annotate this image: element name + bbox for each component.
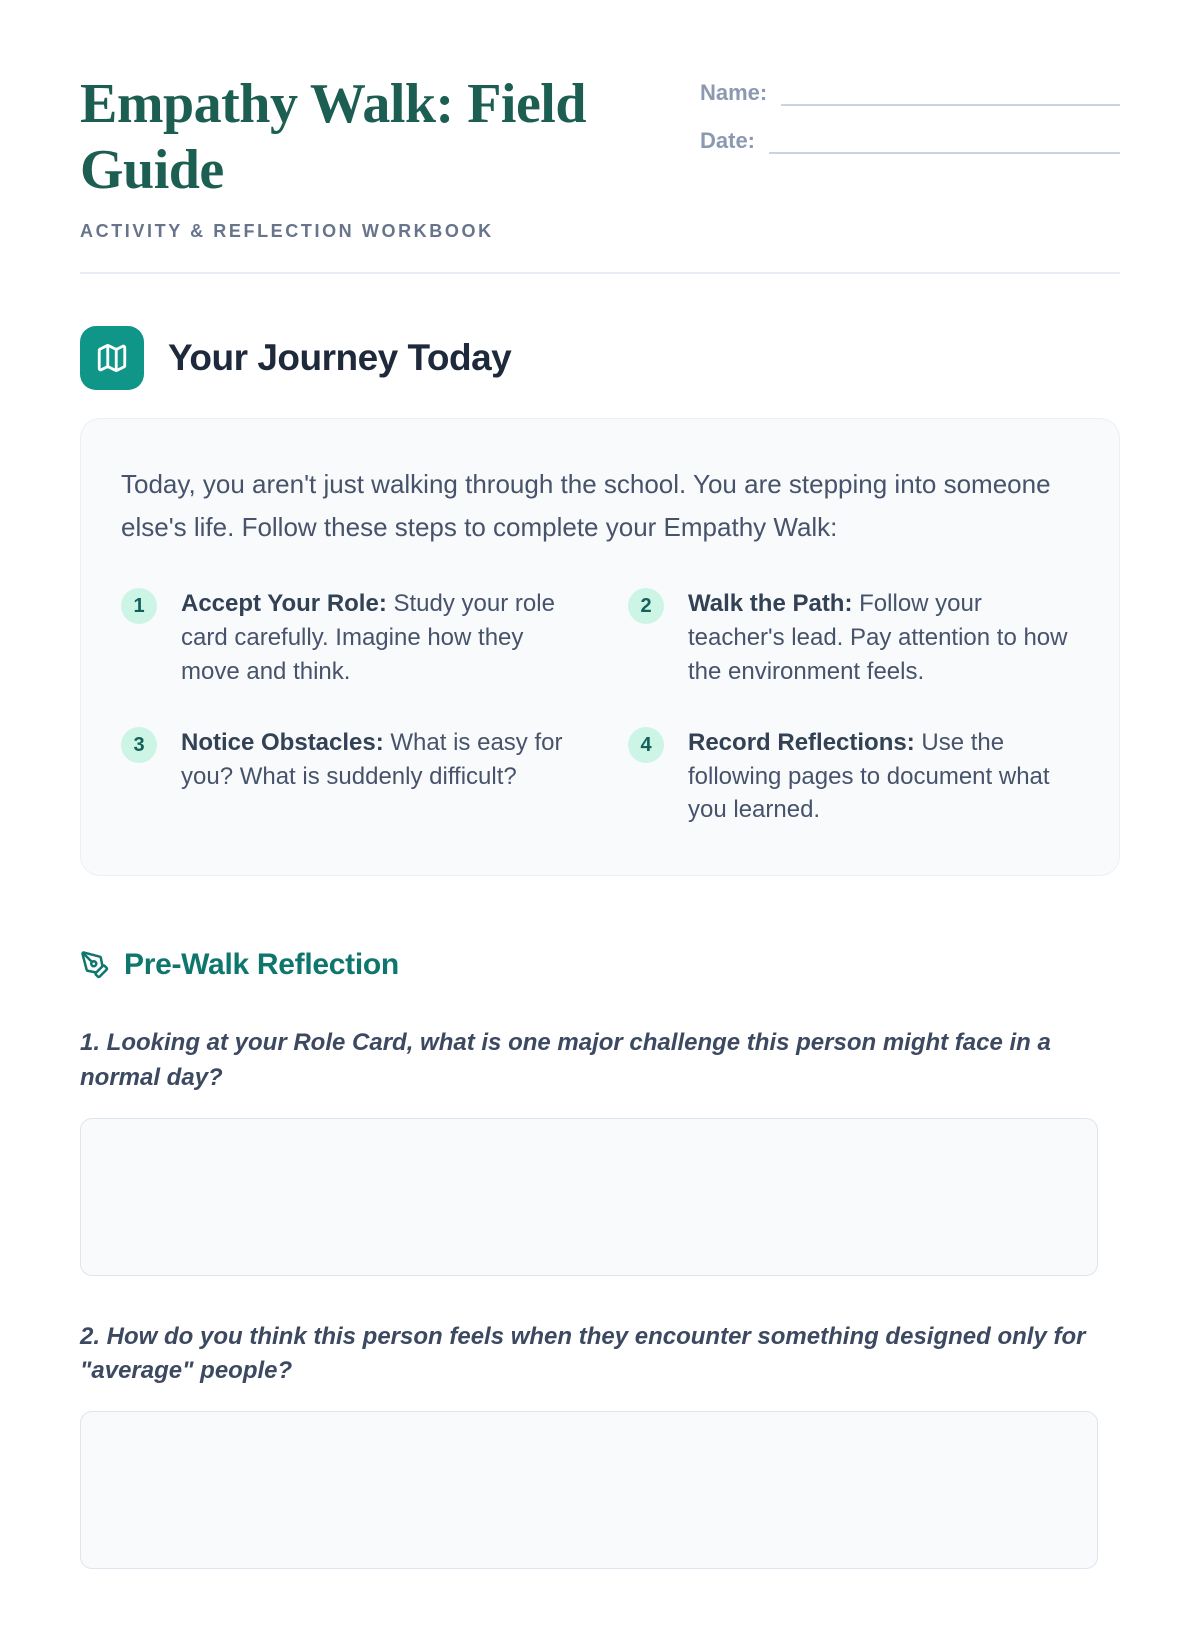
- step-1-number-badge: 1: [121, 588, 157, 624]
- step-2-text: [688, 587, 1079, 688]
- question-block-1: [80, 1026, 1120, 1276]
- journey-section: [80, 326, 1120, 876]
- journey-instructions-panel: [80, 418, 1120, 876]
- step-item-4: [628, 726, 1079, 827]
- step-1-title: Accept Your Role:: [181, 590, 387, 618]
- step-item-3: [121, 726, 572, 827]
- step-2-number-badge: 2: [628, 588, 664, 624]
- name-input[interactable]: [781, 78, 1120, 106]
- name-date-fields: [700, 78, 1120, 174]
- date-field-row: [700, 126, 1120, 154]
- name-label: Name:: [700, 79, 768, 105]
- journey-section-head: [80, 326, 1120, 390]
- prewalk-section-head: [80, 948, 1120, 982]
- journey-intro-text: Today, you aren't just walking through the school. You are stepping into someone else's life. Follow these steps to complete your Empathy Walk:: [121, 469, 1051, 543]
- title-block: [80, 72, 700, 242]
- document-header: [80, 0, 1120, 242]
- step-2-description: Follow your teacher's lead. Pay attention to how the environment feels.: [688, 590, 1068, 685]
- step-4-title: Record Reflections:: [688, 729, 915, 757]
- step-item-1: [121, 587, 572, 688]
- question-1-answer-area[interactable]: [80, 1118, 1098, 1276]
- step-4-number-badge: 4: [628, 727, 664, 763]
- date-input[interactable]: [769, 126, 1120, 154]
- step-3-text: [181, 726, 572, 793]
- step-3-description: What is easy for you? What is suddenly difficult?: [181, 729, 563, 790]
- step-4-description: Use the following pages to document what you learned.: [688, 729, 1050, 824]
- date-label: Date:: [700, 127, 756, 153]
- step-1-description: Study your role card carefully. Imagine how they move and think.: [181, 590, 555, 685]
- map-icon: [80, 326, 144, 390]
- question-2-label: 2. How do you think this person feels when they encounter something designed only for "average" people?: [80, 1322, 1086, 1385]
- prewalk-section: [80, 948, 1120, 1569]
- prewalk-heading: Pre-Walk Reflection: [124, 947, 399, 981]
- journey-steps-grid: [121, 587, 1079, 827]
- page-title: Empathy Walk: Field Guide: [80, 73, 587, 201]
- step-3-number-badge: 3: [121, 727, 157, 763]
- question-2-answer-area[interactable]: [80, 1411, 1098, 1569]
- step-item-2: [628, 587, 1079, 688]
- header-divider: [80, 272, 1120, 274]
- step-4-text: [688, 726, 1079, 827]
- question-block-2: [80, 1320, 1120, 1570]
- question-1-label: 1. Looking at your Role Card, what is one major challenge this person might face in a normal day?: [80, 1028, 1051, 1091]
- step-1-text: [181, 587, 572, 688]
- step-2-title: Walk the Path:: [688, 590, 853, 618]
- step-3-title: Notice Obstacles:: [181, 729, 384, 757]
- name-field-row: [700, 78, 1120, 106]
- journey-heading: Your Journey Today: [168, 337, 512, 379]
- pen-tool-icon: [80, 950, 110, 980]
- page-subtitle: ACTIVITY & REFLECTION WORKBOOK: [80, 221, 494, 242]
